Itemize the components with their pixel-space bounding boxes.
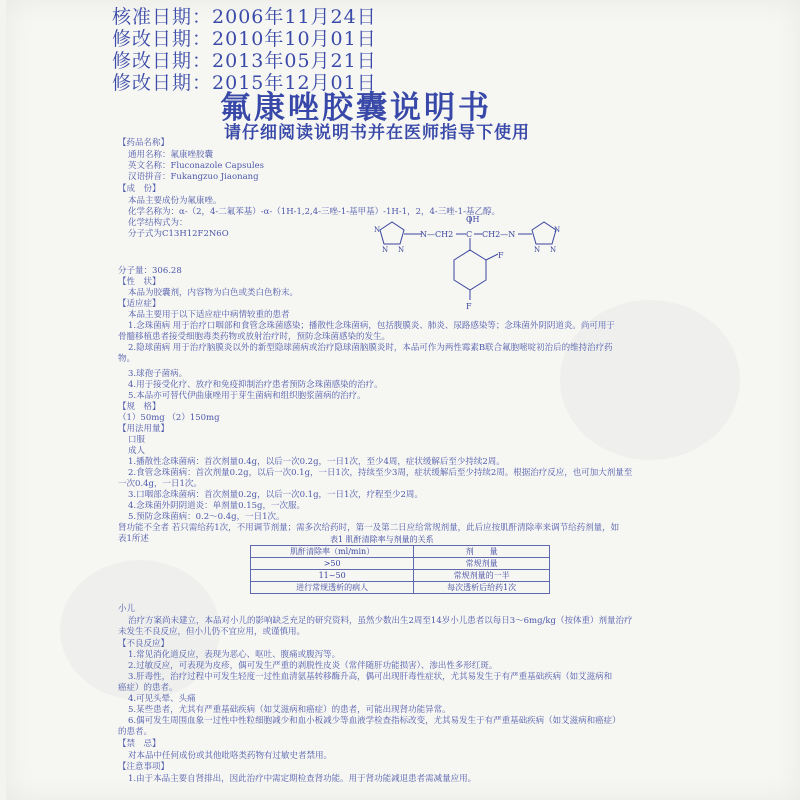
text-line: 骨髓移植患者接受细胞毒类药物或放射治疗时，预防念珠菌感染的发生。 [118,332,391,342]
text-line: 1.念珠菌病 用于治疗口咽部和食管念珠菌感染；播散性念珠菌病，包括腹膜炎、肺炎、尿路感染等；念珠菌外阴阴道炎。尚可用于 [128,321,615,331]
text-line: 治疗方案尚未建立，本品对小儿的影响缺乏充足的研究资料，虽然少数出生2周至14岁小儿患者以每日3～6mg/kg（按体重）剂量治疗 [128,616,633,626]
text-line: 肾功能不全者 若只需给药1次，不用调节剂量；需多次给药时，第一及第二日应给常规剂量，此后应按肌酐清除率来调节给药剂量，如 [118,523,620,533]
text-line: 【规 格】 [118,402,161,412]
text-line: 5.某些患者，尤其有严重基础疾病（如艾滋病和癌症）的患者，可能出现肾功能异常。 [128,705,451,715]
hydroxyl-label: OH [466,215,480,224]
table-cell: 进行常规透析的病人 [251,582,414,594]
text-line: （1）50mg （2）150mg [118,413,220,423]
text-line: 未发生不良反应，但小儿仍不宜应用，或谨慎用。 [118,627,306,637]
table-cell: 11~50 [251,570,414,582]
text-line: 【禁 忌】 [118,739,161,749]
text-line: 2.隐球菌病 用于治疗脑膜炎以外的新型隐球菌病或治疗隐球菌脑膜炎时，本品可作为两性霉素B联合氟胞嘧啶初治后的维持治疗药 [128,343,613,353]
text-line: 分子量：306.28 [118,266,182,276]
text-line: 通用名称：氟康唑胶囊 [128,150,214,160]
nitrogen-label: N [550,246,557,254]
text-line: 癌症）的患者。 [118,683,178,693]
text-line: 【成 份】 [118,184,161,194]
text-line: 2.过敏反应，可表现为皮疹，偶可发生严重的剥脱性皮炎（常伴随肝功能损害）、渗出性多形红斑。 [128,661,498,671]
text-line: 1.常见消化道反应，表现为恶心、呕吐、腹痛或腹泻等。 [128,650,341,660]
text-line: 2.食管念珠菌病：首次剂量0.2g，以后一次0.1g，一日1次，持续至少3周，症状缓解后至少持续2周。根据治疗反应，也可加大剂量至 [128,468,633,478]
approval-date: 核准日期：2006年11月24日 [112,6,377,28]
text-line: 本品主要用于以下适应症中病情较重的患者 [128,310,290,320]
text-line: 【不良反应】 [118,639,170,649]
nitrogen-label: N [534,246,541,254]
text-line: 成人 [128,446,146,456]
table-caption: 表1 肌酐清除率与剂量的关系 [330,535,434,544]
revision-dates [112,6,377,94]
text-line: 本品主要成份为氟康唑。 [128,196,222,206]
carbon-label: C [466,230,473,239]
text-line: 表1所述 [118,534,149,544]
text-line: 4.念珠菌外阴阴道炎：单剂量0.15g，一次服。 [128,501,305,511]
text-line: 本品为胶囊剂，内容物为白色或类白色粉末。 [128,288,299,298]
text-line: 【适应症】 [118,299,161,309]
text-line: 3.球孢子菌病。 [128,369,188,379]
revision-date: 修改日期：2013年05月21日 [112,50,377,72]
revision-date: 修改日期：2010年10月01日 [112,28,377,50]
table-header: 剂 量 [414,546,550,558]
methylene-label: CH2—N [482,230,516,239]
chemical-structure [370,212,570,312]
table-row [251,558,550,570]
document-subtitle: 请仔细阅读说明书并在医师指导下使用 [224,123,530,143]
text-line: 【用法用量】 [118,424,170,434]
text-line: 【药品名称】 [118,138,170,148]
text-line: 化学名称为：α-（2，4-二氟苯基）-α-（1H-1,2,4-三唑-1-基甲基）-1H-1，2，4-三唑-1-基乙醇。 [128,207,500,217]
text-line: 分子式为C13H12F2N6O [128,229,229,239]
text-line: 【注意事项】 [118,762,170,772]
text-line: 小儿 [118,604,136,614]
fluorine-label: F [498,251,504,260]
table-row [251,570,550,582]
text-line: 汉语拼音：Fukangzuo Jiaonang [128,172,259,182]
fluorine-label: F [466,302,472,311]
document-title: 氟康唑胶囊说明书 [220,90,492,126]
table-cell: 每次透析后给药1次 [414,582,550,594]
table-cell: 常规剂量的一半 [414,570,550,582]
revision-date: 修改日期：2015年12月01日 [112,72,377,94]
text-line: 4.用于接受化疗、放疗和免疫抑制治疗患者预防念珠菌感染的治疗。 [128,380,383,390]
text-line: 对本品中任何成份或其他吡咯类药物有过敏史者禁用。 [128,751,333,761]
text-line: 一次0.4g，一日1次。 [118,479,202,489]
text-line: 5.预防念珠菌病：0.2～0.4g，一日1次。 [128,512,285,522]
text-line: 1.播散性念珠菌病：首次剂量0.4g，以后一次0.2g，一日1次，至少4周，症状缓解后至少持续2周。 [128,457,505,467]
text-line: 化学结构式为： [128,218,188,228]
text-line: 【性 状】 [118,277,161,287]
text-line: 3.口咽部念珠菌病：首次剂量0.2g，以后一次0.1g，一日1次，疗程至少2周。 [128,490,423,500]
text-line: 6.偶可发生周围血象一过性中性粒细胞减少和血小板减少等血液学检查指标改变，尤其易发生于有严重基础疾病（如艾滋病和癌症） [128,716,621,726]
table-cell: >50 [251,558,414,570]
table-cell: 常规剂量 [414,558,550,570]
table-row [251,582,550,594]
text-line: 口服 [128,435,146,445]
nitrogen-label: N [382,246,389,254]
text-line: 4.可见头晕、头痛 [128,694,196,704]
nitrogen-label: N [554,226,561,234]
text-line: 物。 [118,354,136,364]
text-line: 英文名称：Fluconazole Capsules [128,161,265,171]
text-line: 5.本品亦可替代伊曲康唑用于芽生菌病和组织胞浆菌病的治疗。 [128,391,366,401]
nitrogen-label: N [398,246,405,254]
renal-dosage-table [250,545,550,594]
table-header: 肌酐清除率（ml/min） [251,546,414,558]
nitrogen-label: N [374,226,381,234]
methylene-label: N—CH2 [420,230,454,239]
text-line: 的患者。 [118,727,153,737]
text-line: 1.由于本品主要自肾排出，因此治疗中需定期检查肾功能。用于肾功能减退患者需减量应用。 [128,774,477,784]
table-header-row [251,546,550,558]
text-line: 3.肝毒性，治疗过程中可发生轻度一过性血清氨基转移酶升高，偶可出现肝毒性症状，尤其易发生于有严重基础疾病（如艾滋病和 [128,672,613,682]
